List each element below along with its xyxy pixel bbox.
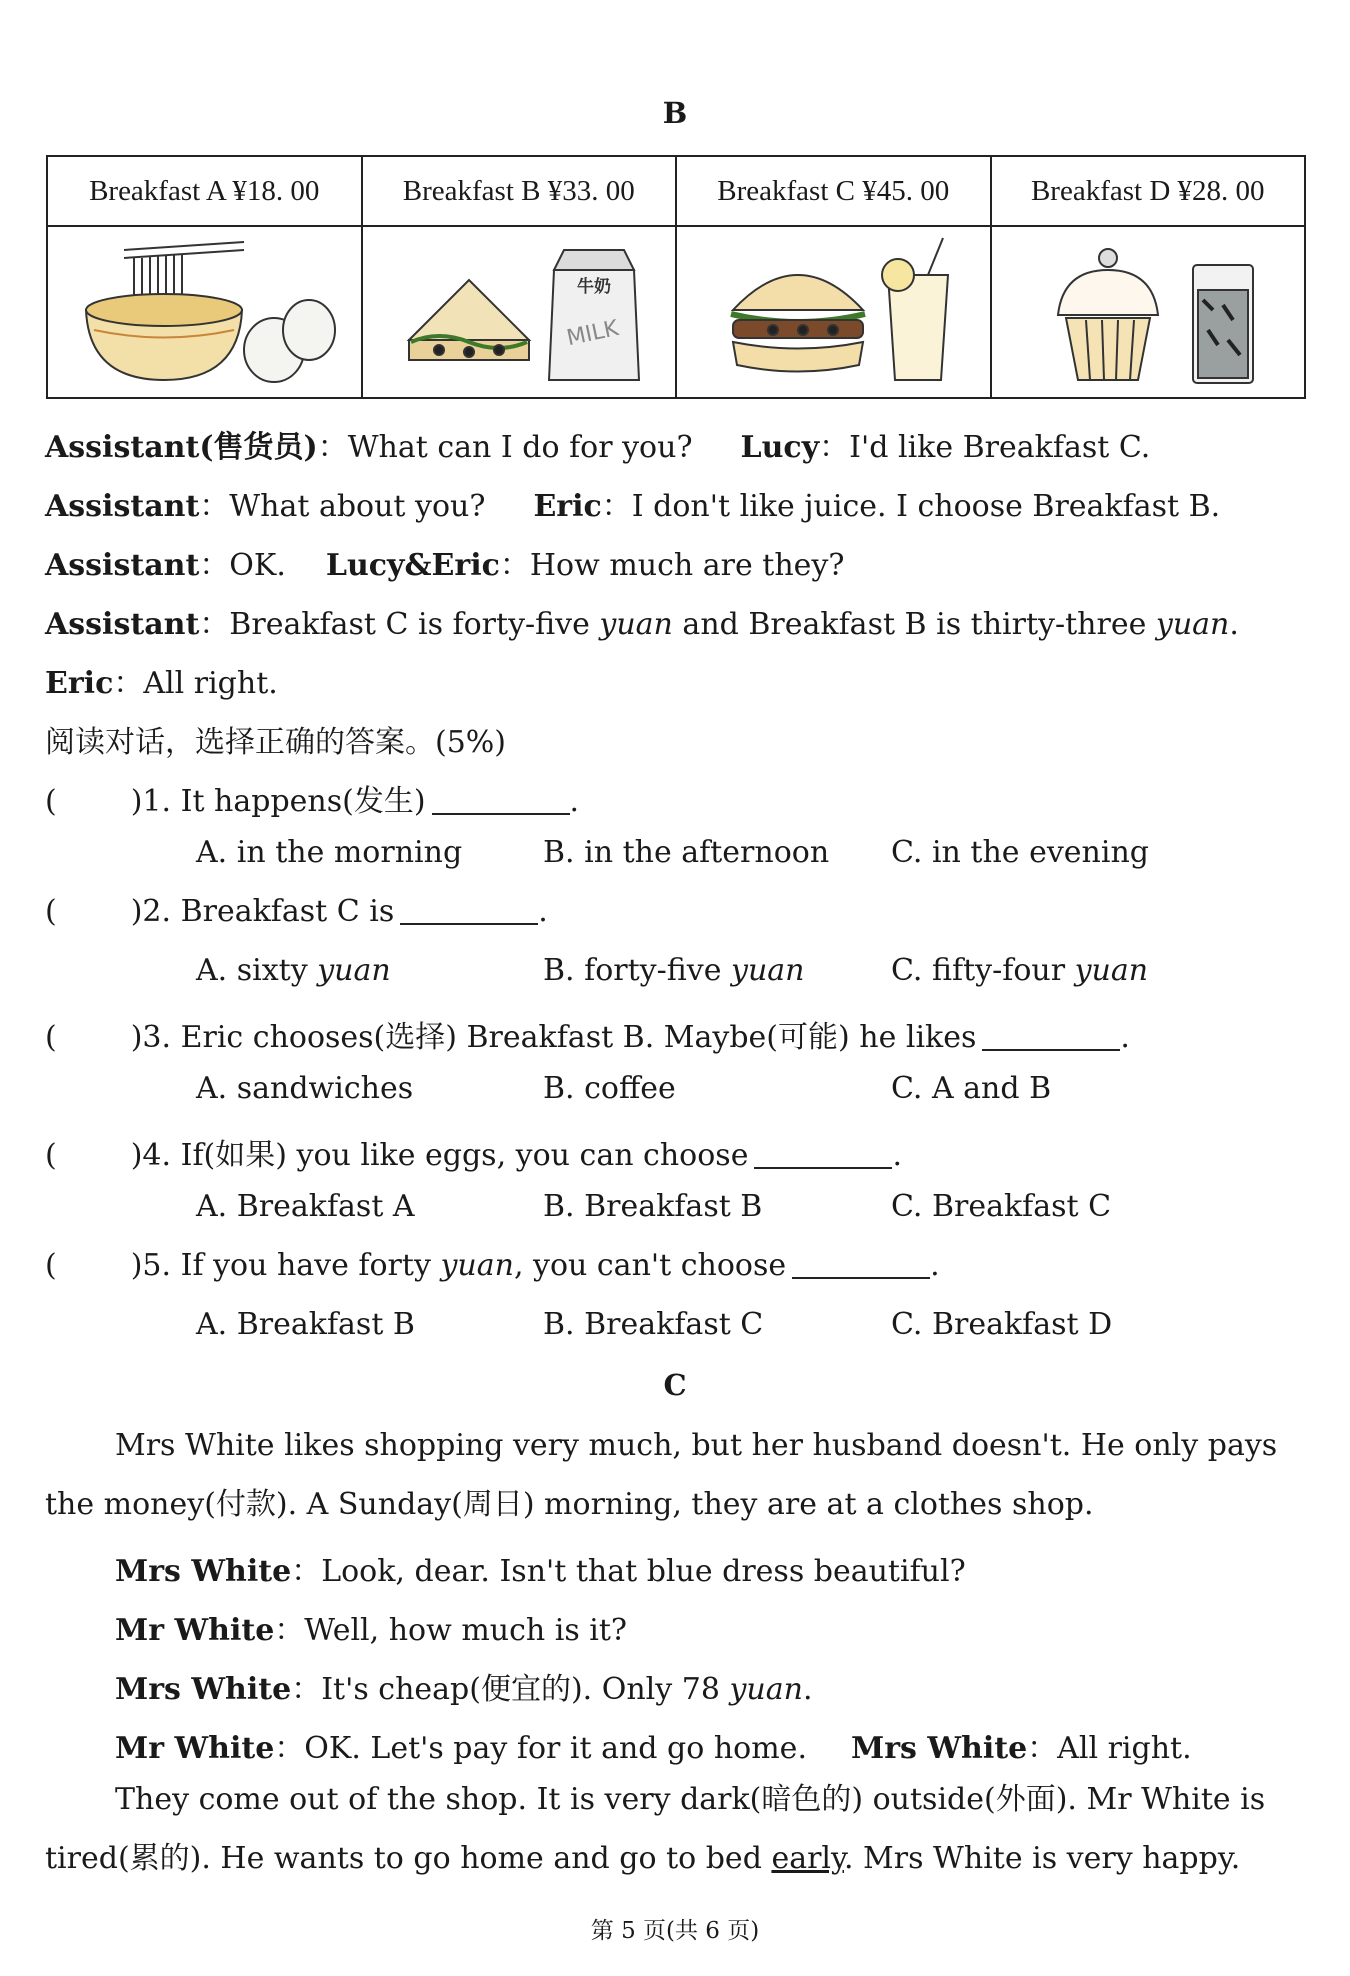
dialogue-text: and Breakfast B is thirty-three: [672, 607, 1156, 642]
q4-option-a[interactable]: A. Breakfast A: [196, 1189, 415, 1224]
underlined-word: early: [771, 1841, 844, 1876]
dialogue-text: ：How much are they?: [499, 548, 845, 583]
page-footer: 第 5 页(共 6 页): [590, 1918, 760, 1944]
answer-paren: (: [45, 1248, 57, 1283]
yuan-italic: yuan: [729, 1672, 803, 1707]
q3-option-a[interactable]: A. sandwiches: [196, 1071, 414, 1106]
dialogue-text: ：Well, how much is it?: [274, 1613, 628, 1648]
q5-option-a[interactable]: A. Breakfast B: [196, 1307, 415, 1342]
answer-paren: (: [45, 894, 57, 929]
answer-blank[interactable]: [400, 895, 538, 925]
speaker-mrs-white: Mrs White: [115, 1672, 292, 1707]
story-paragraph-2: [45, 1770, 1315, 1888]
milk-carton-label: 牛奶: [576, 277, 611, 297]
question-number: )3.: [130, 1020, 172, 1055]
dialogue-line-1: [45, 422, 1150, 466]
section-b-heading: B: [662, 96, 688, 130]
question-stem: It happens(发生): [180, 784, 426, 819]
answer-blank[interactable]: [432, 785, 570, 815]
speaker-mrs-white: Mrs White: [115, 1554, 292, 1589]
answer-blank[interactable]: [982, 1021, 1120, 1051]
question-end: .: [1120, 1020, 1130, 1055]
dialogue-text: ：I don't like juice. I choose Breakfast B.: [601, 489, 1221, 524]
question-stem: Breakfast C is: [180, 894, 395, 929]
dialogue-line-3: [45, 540, 844, 584]
story-dialogue-3: [115, 1664, 812, 1708]
question-stem: If(如果) you like eggs, you can choose: [180, 1138, 749, 1173]
dialogue-text: .: [802, 1672, 813, 1707]
cupcake-and-tea-icon: [1008, 230, 1288, 390]
speaker-mrs-white: Mrs White: [850, 1731, 1028, 1766]
dialogue-line-2: [45, 481, 1220, 525]
q4-option-b[interactable]: B. Breakfast B: [543, 1189, 763, 1224]
option-text: A. sixty: [196, 953, 318, 988]
yuan-italic: yuan: [599, 607, 673, 642]
dialogue-text: ：All right.: [1027, 1731, 1192, 1766]
question-5: [45, 1248, 940, 1283]
dialogue-text: ：Breakfast C is forty-five: [199, 607, 600, 642]
noodles-and-eggs-icon: [64, 230, 344, 390]
dialogue-text: ：I'd like Breakfast C.: [819, 430, 1151, 465]
menu-picture-d: [991, 226, 1306, 398]
question-end: .: [569, 784, 580, 819]
sandwich-and-milk-icon: [379, 230, 659, 390]
story-paragraph-1: Mrs White likes shopping very much, but her husband doesn't. He only pays the money(付款). A Sunday(周日) morning, they are at a clothes shop.: [45, 1428, 1278, 1522]
speaker-mr-white: Mr White: [115, 1731, 275, 1766]
story-dialogue-4: [115, 1723, 1192, 1767]
question-stem: , you can't choose: [513, 1248, 787, 1283]
instruction: 阅读对话，选择正确的答案。(5%): [45, 725, 507, 760]
question-3: [45, 1012, 1130, 1056]
q1-option-a[interactable]: A. in the morning: [196, 835, 463, 870]
dialogue-text: ：OK.: [199, 548, 286, 583]
question-number: )2.: [130, 894, 172, 929]
dialogue-text: ：Look, dear. Isn't that blue dress beautiful?: [291, 1554, 966, 1589]
story-dialogue-2: [115, 1605, 627, 1649]
dialogue-text: ：All right.: [113, 666, 278, 701]
story-dialogue-1: [115, 1546, 966, 1590]
speaker-assistant: Assistant: [45, 489, 200, 524]
answer-blank[interactable]: [792, 1249, 930, 1279]
menu-picture-c: [676, 226, 991, 398]
section-c-heading: C: [663, 1368, 687, 1402]
speaker-mr-white: Mr White: [115, 1613, 275, 1648]
dialogue-text: ：It's cheap(便宜的). Only 78: [291, 1672, 730, 1707]
milk-carton-brand: MILK: [564, 315, 621, 352]
option-text: B. forty-five: [543, 953, 732, 988]
dialogue-text: ：OK. Let's pay for it and go home.: [274, 1731, 807, 1766]
question-number: )5.: [130, 1248, 172, 1283]
answer-blank[interactable]: [754, 1139, 892, 1169]
q1-option-c[interactable]: C. in the evening: [891, 835, 1149, 870]
dialogue-line-5: [45, 658, 278, 702]
menu-header-c: Breakfast C ¥45. 00: [676, 156, 991, 226]
question-end: .: [538, 894, 548, 929]
answer-paren: (: [45, 784, 57, 819]
question-end: .: [930, 1248, 940, 1283]
answer-paren: (: [45, 1138, 57, 1173]
question-stem: Eric chooses(选择) Breakfast B. Maybe(可能) he likes: [180, 1020, 977, 1055]
speaker-eric: Eric: [45, 666, 114, 701]
paragraph-text: . Mrs White is very happy.: [843, 1841, 1241, 1876]
q3-option-c[interactable]: C. A and B: [891, 1071, 1052, 1106]
burger-and-juice-icon: [693, 230, 973, 390]
speaker-lucy: Lucy: [740, 430, 820, 465]
yuan-italic: yuan: [317, 953, 391, 988]
question-number: )4.: [130, 1138, 172, 1173]
speaker-assistant: Assistant: [45, 607, 200, 642]
menu-header-a: Breakfast A ¥18. 00: [47, 156, 362, 226]
dialogue-line-4: [45, 599, 1239, 643]
breakfast-menu-table: [46, 155, 1306, 399]
question-1: [45, 776, 579, 820]
question-4: [45, 1130, 902, 1174]
yuan-italic: yuan: [1155, 607, 1230, 642]
q2-option-a[interactable]: [196, 953, 391, 988]
yuan-italic: yuan: [731, 953, 805, 988]
dialogue-text: .: [1229, 607, 1239, 642]
q2-option-c[interactable]: [891, 953, 1148, 988]
menu-header-b: Breakfast B ¥33. 00: [362, 156, 677, 226]
yuan-italic: yuan: [440, 1248, 514, 1283]
speaker-assistant: Assistant: [45, 430, 200, 465]
q2-option-b[interactable]: [543, 953, 805, 988]
speaker-eric: Eric: [533, 489, 602, 524]
q1-option-b[interactable]: B. in the afternoon: [543, 835, 830, 870]
menu-header-d: Breakfast D ¥28. 00: [991, 156, 1306, 226]
menu-picture-a: [47, 226, 362, 398]
menu-picture-b: [362, 226, 677, 398]
question-end: .: [892, 1138, 903, 1173]
question-2: [45, 894, 548, 929]
answer-paren: (: [45, 1020, 57, 1055]
question-number: )1.: [130, 784, 172, 819]
dialogue-text: ：What can I do for you?: [317, 430, 693, 465]
paragraph-text: They come out of the shop. It is very dark(暗色的) outside(外面). Mr White is tired(累的). He wants to go home and go to bed: [45, 1782, 1266, 1876]
q4-option-c[interactable]: C. Breakfast C: [891, 1189, 1112, 1224]
yuan-italic: yuan: [1074, 953, 1149, 988]
speaker-lucy-eric: Lucy&Eric: [325, 548, 500, 583]
q5-option-b[interactable]: B. Breakfast C: [543, 1307, 764, 1342]
dialogue-text: ：What about you?: [199, 489, 486, 524]
speaker-assistant: Assistant: [45, 548, 200, 583]
speaker-assistant-cn: (售货员): [199, 430, 318, 465]
option-text: C. fifty-four: [891, 953, 1075, 988]
q3-option-b[interactable]: B. coffee: [543, 1071, 676, 1106]
q5-option-c[interactable]: C. Breakfast D: [891, 1307, 1113, 1342]
question-stem: If you have forty: [180, 1248, 441, 1283]
